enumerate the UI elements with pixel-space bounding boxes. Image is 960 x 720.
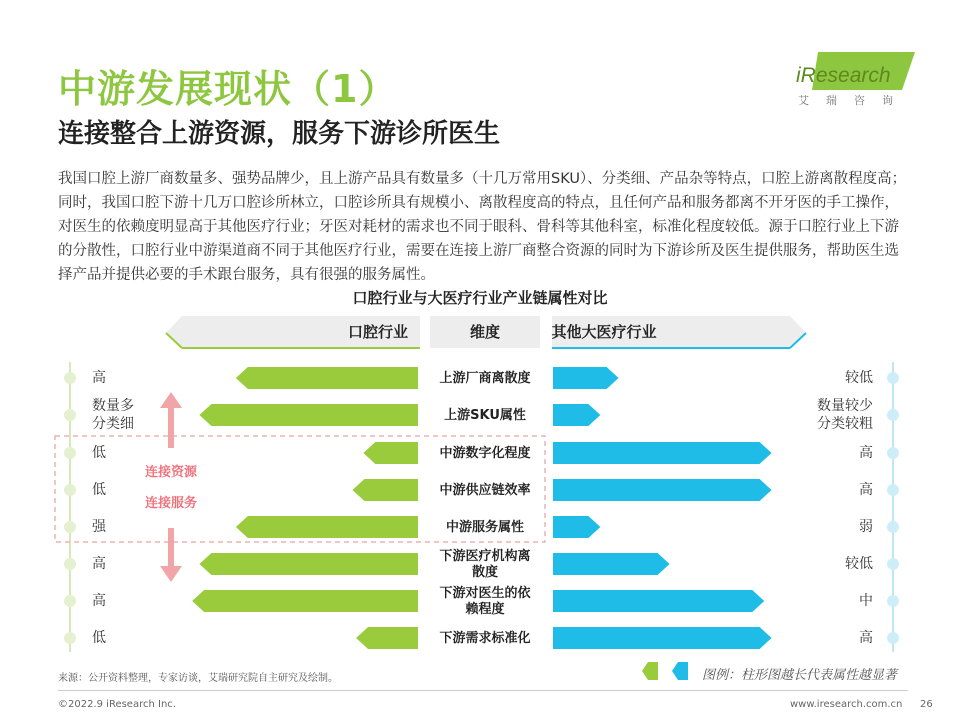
category-label: 上游厂商离散度 bbox=[439, 370, 531, 386]
intro-paragraph: 我国口腔上游厂商数量多、强势品牌少，且上游产品具有数量多（十几万常用SKU）、分类细、产品杂等特点，口腔上游离散程度高；同时，我国口腔下游十几万口腔诊所林立，口腔诊所具有规模小、离散程度高的特点，且任何产品和服务都离不开牙医的手工操作，对医生的依赖度明显高于其他医疗行业；牙医对耗材的需求也不同于眼科、骨科等其他科室，标准化程度较低。源于口腔行业上下游的分散性，口腔行业中游渠道商不同于其他医疗行业，需要在连接上游厂商整合资源的同时为下游诊所及医生提供服务，帮助医生选择产品并提供必要的手术跟台服务，具有很强的服务属性。 bbox=[58, 171, 907, 283]
right-value-label: 较低 bbox=[845, 556, 873, 572]
right-value-label: 高 bbox=[859, 445, 873, 461]
logo-subtitle: 艾瑞咨询 bbox=[798, 94, 910, 107]
copyright: ©2022.9 iResearch Inc. bbox=[58, 699, 176, 710]
left-axis-dot bbox=[64, 558, 76, 570]
bar-right-7 bbox=[553, 590, 764, 612]
bar-right-5 bbox=[553, 516, 600, 538]
bar-left-2 bbox=[199, 404, 418, 426]
right-axis-dot bbox=[887, 595, 899, 607]
page-subtitle: 连接整合上游资源，服务下游诊所医生 bbox=[58, 119, 501, 149]
right-axis-dot bbox=[887, 521, 899, 533]
annotation-connect-services: 连接服务 bbox=[144, 495, 198, 511]
legend-blue-swatch bbox=[672, 662, 688, 680]
footer-divider bbox=[58, 690, 908, 691]
bar-right-8 bbox=[553, 627, 772, 649]
annotation-connect-resources: 连接资源 bbox=[144, 464, 198, 480]
bar-left-1 bbox=[236, 367, 418, 389]
bar-left-4 bbox=[352, 479, 418, 501]
legend-green-swatch bbox=[642, 662, 658, 680]
header-middle-label: 维度 bbox=[469, 323, 501, 341]
page-title: 中游发展现状（1） bbox=[58, 67, 398, 111]
right-value-label: 较低 bbox=[845, 370, 873, 386]
category-label: 中游服务属性 bbox=[445, 519, 525, 535]
category-label: 下游对医生的依赖程度 bbox=[439, 585, 531, 617]
right-value-label: 中 bbox=[859, 593, 873, 609]
legend-note: 图例：柱形图越长代表属性越显著 bbox=[702, 668, 898, 683]
left-value-label: 低 bbox=[92, 445, 106, 461]
right-axis-dot bbox=[887, 372, 899, 384]
left-value-label: 低 bbox=[92, 482, 106, 498]
category-label: 中游数字化程度 bbox=[439, 445, 531, 461]
source-note: 来源：公开资料整理，专家访谈，艾瑞研究院自主研究及绘制。 bbox=[58, 673, 338, 684]
left-value-label: 低 bbox=[92, 630, 106, 646]
header-right-label: 其他大医疗行业 bbox=[551, 323, 657, 341]
bar-left-7 bbox=[192, 590, 418, 612]
chart-headers bbox=[166, 316, 806, 348]
category-label: 中游供应链效率 bbox=[439, 482, 531, 498]
bar-left-8 bbox=[356, 627, 418, 649]
left-axis-dot bbox=[64, 447, 76, 459]
left-value-label: 强 bbox=[92, 519, 106, 535]
bar-right-6 bbox=[553, 553, 670, 575]
arrow-head-up bbox=[160, 392, 182, 408]
left-axis-dot bbox=[64, 409, 76, 421]
bar-left-5 bbox=[236, 516, 418, 538]
left-axis-dot bbox=[64, 484, 76, 496]
right-axis-dot bbox=[887, 632, 899, 644]
right-axis-dot bbox=[887, 558, 899, 570]
left-axis-dot bbox=[64, 372, 76, 384]
left-value-label: 高 bbox=[92, 556, 106, 572]
category-label: 下游需求标准化 bbox=[439, 630, 531, 646]
bar-left-6 bbox=[199, 553, 418, 575]
right-value-label: 高 bbox=[859, 630, 873, 646]
right-axis-dot bbox=[887, 484, 899, 496]
bar-right-1 bbox=[553, 367, 619, 389]
bar-right-3 bbox=[553, 442, 772, 464]
left-axis-dot bbox=[64, 632, 76, 644]
left-value-label: 高 bbox=[92, 370, 106, 386]
category-label: 上游SKU属性 bbox=[444, 407, 526, 423]
left-axis-dot bbox=[64, 521, 76, 533]
right-axis-dot bbox=[887, 447, 899, 459]
comparison-chart bbox=[0, 300, 960, 660]
left-value-label: 数量多分类细 bbox=[92, 398, 134, 432]
bar-right-4 bbox=[553, 479, 772, 501]
left-axis-dot bbox=[64, 595, 76, 607]
header-left-label: 口腔行业 bbox=[347, 323, 409, 341]
category-label: 下游医疗机构离散度 bbox=[439, 548, 531, 580]
right-value-label: 弱 bbox=[859, 519, 873, 535]
arrow-head-down bbox=[160, 566, 182, 582]
chart-title: 口腔行业与大医疗行业产业链属性对比 bbox=[352, 289, 608, 307]
right-axis-dot bbox=[887, 409, 899, 421]
page-number: 26 bbox=[920, 699, 933, 710]
legend-icons bbox=[640, 660, 700, 682]
left-value-label: 高 bbox=[92, 593, 106, 609]
right-value-label: 高 bbox=[859, 482, 873, 498]
website: www.iresearch.com.cn bbox=[790, 699, 903, 710]
logo-text: iResearch bbox=[796, 64, 891, 87]
bar-right-2 bbox=[553, 404, 600, 426]
right-value-label: 数量较少分类较粗 bbox=[817, 398, 873, 432]
bar-left-3 bbox=[363, 442, 418, 464]
